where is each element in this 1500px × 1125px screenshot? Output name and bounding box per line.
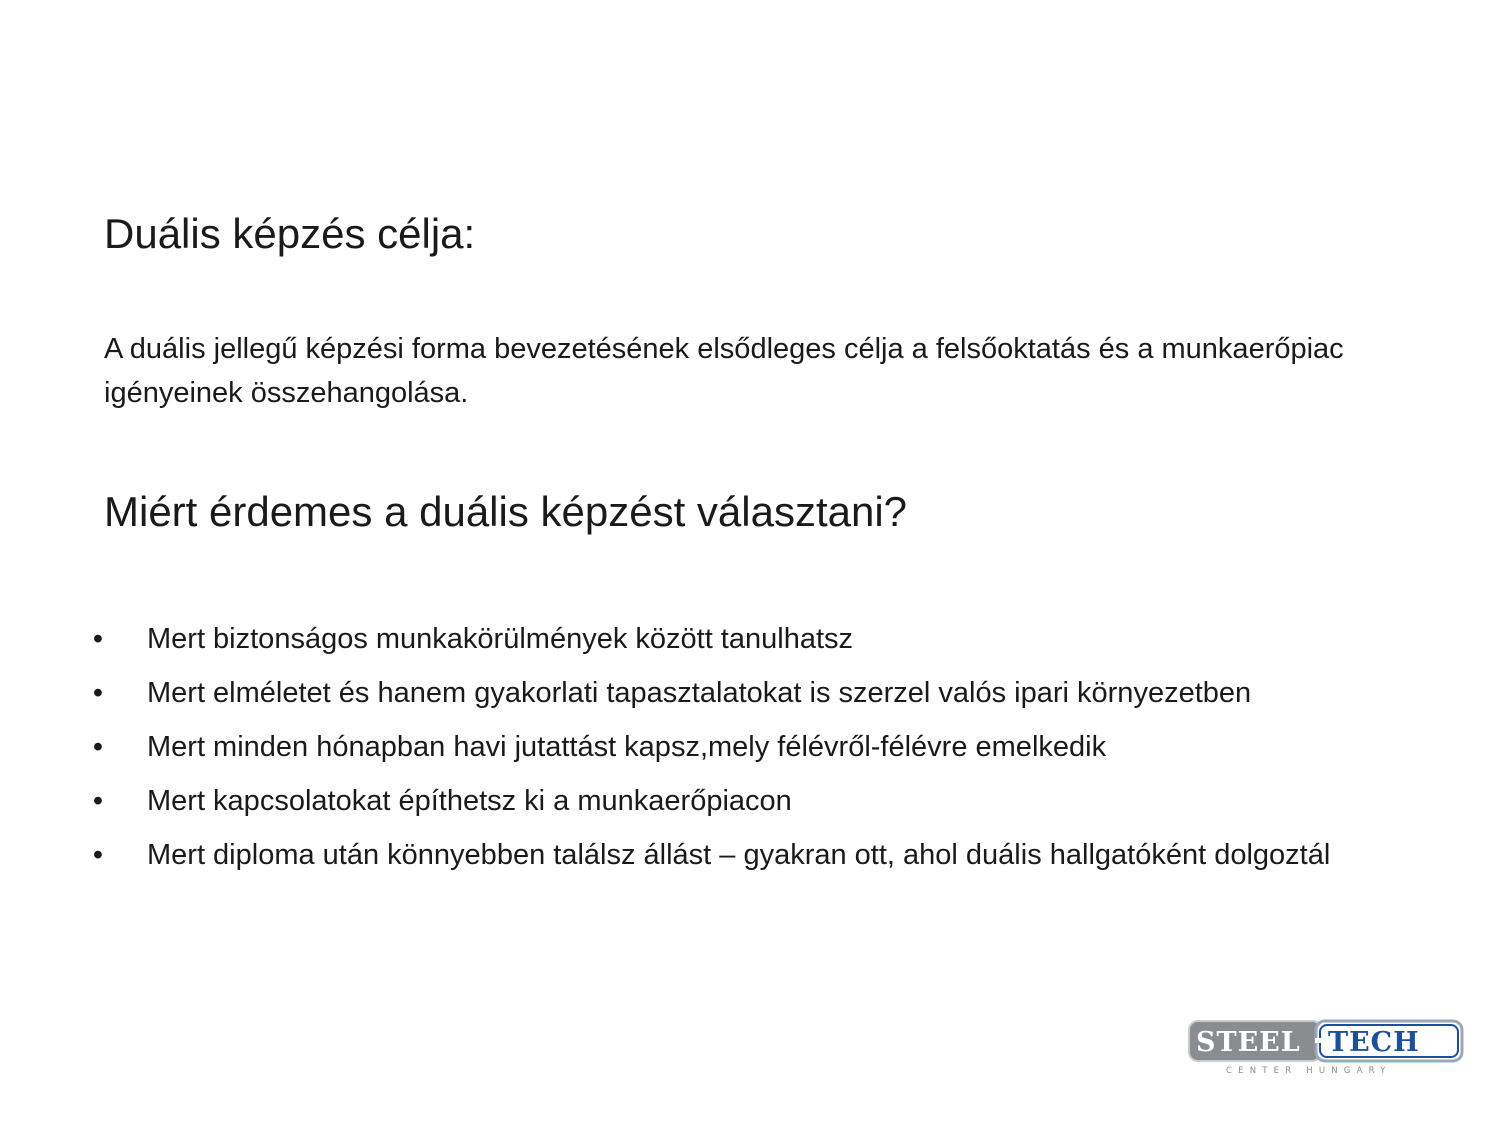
list-item (0, 833, 1440, 877)
goal-paragraph: A duális jellegű képzési forma bevezetésének elsődleges célja a felsőoktatás és a munkaerőpiac igényeinek összehangolása. (104, 333, 1344, 409)
bullet-icon: • (92, 677, 104, 709)
list-item-text: Mert minden hónapban havi jutattást kapsz,mely félévről-félévre emelkedik (147, 731, 1107, 763)
logo-dash (1315, 1038, 1325, 1043)
bullet-icon: • (92, 623, 104, 655)
bullet-icon: • (92, 839, 104, 871)
bullet-icon: • (92, 785, 104, 817)
bullet-icon: • (92, 731, 104, 763)
steel-tech-logo (1188, 1018, 1464, 1076)
list-item-text: Mert kapcsolatokat építhetsz ki a munkaerőpiacon (147, 785, 792, 817)
list-item (0, 725, 1440, 769)
list-item (0, 671, 1440, 715)
list-item (0, 779, 1440, 823)
why-heading: Miért érdemes a duális képzést választani? (104, 488, 908, 535)
list-item-text: Mert elméletet és hanem gyakorlati tapasztalatokat is szerzel valós ipari környezetben (147, 677, 1252, 709)
goal-heading: Duális képzés célja: (104, 210, 476, 257)
list-item-text: Mert diploma után könnyebben találsz állást – gyakran ott, ahol duális hallgatóként dolgoztál (147, 839, 1331, 871)
logo-tagline: CENTER HUNGARY (1226, 1066, 1392, 1076)
list-item-text: Mert biztonságos munkakörülmények között tanulhatsz (147, 623, 854, 655)
logo-word-tech: TECH (1328, 1027, 1420, 1058)
logo-word-steel: STEEL (1196, 1027, 1301, 1058)
list-item (0, 617, 1440, 661)
reasons-list (0, 617, 1440, 887)
